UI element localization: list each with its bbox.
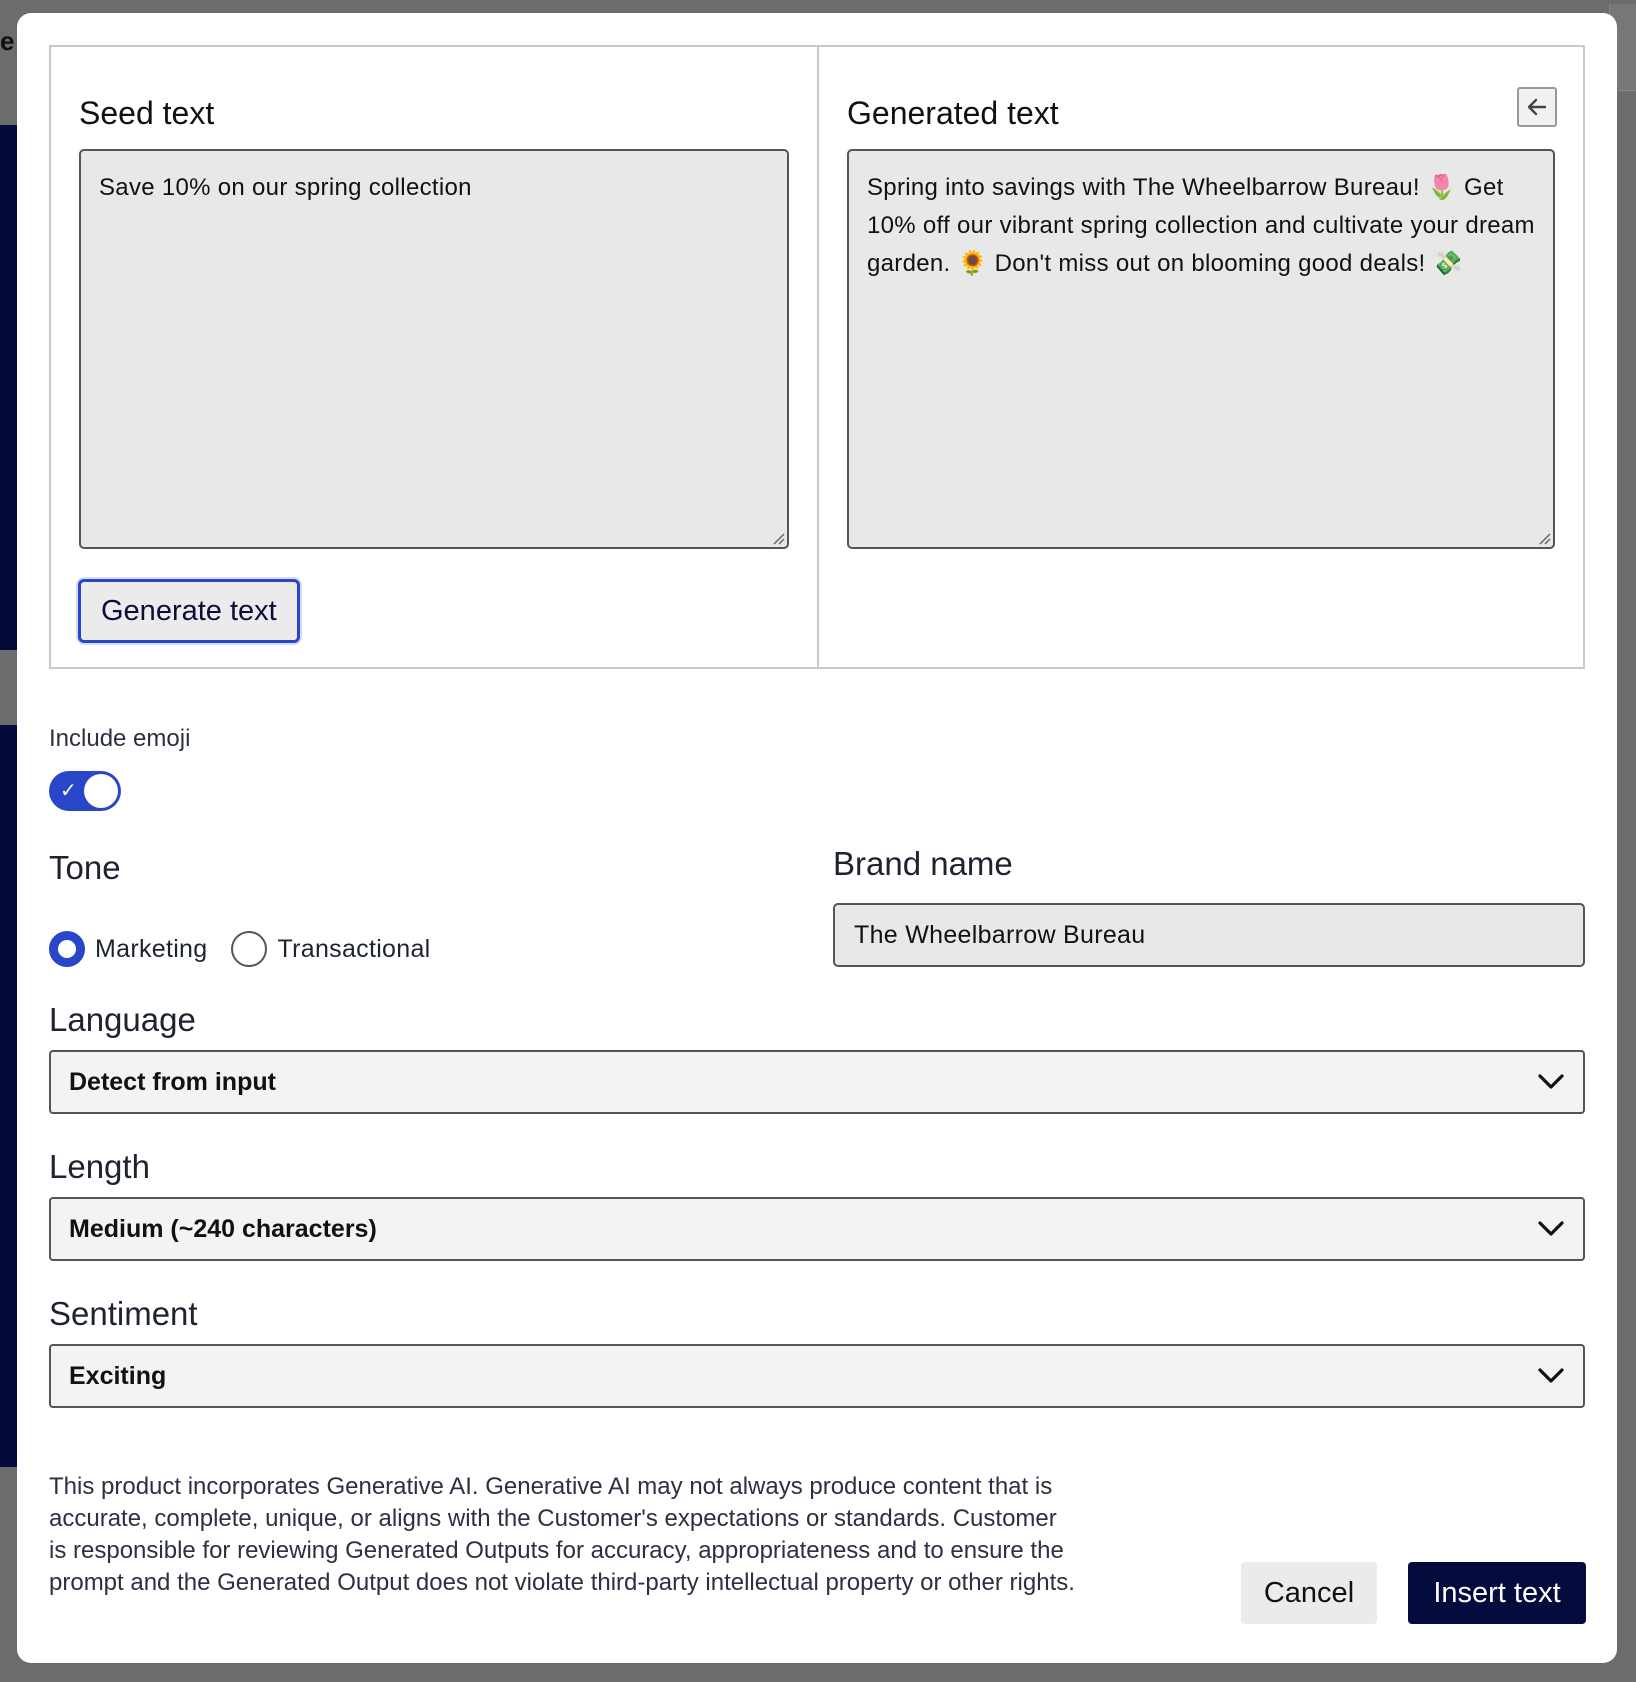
tone-option-transactional[interactable] — [231, 931, 430, 967]
background-text-fragment: e — [0, 26, 15, 56]
language-selected-value: Detect from input — [69, 1067, 276, 1096]
length-select[interactable] — [49, 1197, 1585, 1261]
generated-text-value: Spring into savings with The Wheelbarrow Bureau! 🌷 Get 10% off our vibrant spring collection and cultivate your dream garden. 🌻 Don't miss out on blooming good deals! 💸 — [867, 174, 1535, 277]
length-label: Length — [49, 1148, 150, 1185]
tone-option-marketing[interactable] — [49, 931, 207, 967]
insert-text-button[interactable]: Insert text — [1408, 1562, 1586, 1624]
seed-text-panel — [51, 47, 819, 667]
text-panels — [49, 45, 1585, 669]
brand-name-label: Brand name — [833, 845, 1013, 882]
generative-ai-disclaimer: This product incorporates Generative AI. Generative AI may not always produce content that is accurate, complete, unique, or aligns with the Customer's expectations or standards. Customer is responsible for reviewing Generated Outputs for accuracy, appropriateness and to ensure the prompt and the Generated Output does not violate third-party intellectual property or other rights. — [49, 1473, 1075, 1596]
seed-text-input[interactable] — [79, 149, 789, 549]
cancel-button[interactable]: Cancel — [1241, 1562, 1377, 1624]
include-emoji-label: Include emoji — [49, 725, 191, 752]
generate-text-button[interactable]: Generate text — [78, 579, 300, 643]
background-nav-panel — [0, 125, 17, 650]
arrow-left-icon — [1525, 95, 1549, 119]
radio-unchecked-icon[interactable] — [231, 931, 267, 967]
radio-checked-icon[interactable] — [49, 931, 85, 967]
include-emoji-toggle[interactable] — [49, 771, 121, 811]
generate-text-modal — [17, 13, 1617, 1663]
resize-grip-icon[interactable] — [1537, 531, 1551, 545]
generated-text-output[interactable] — [847, 149, 1555, 549]
sentiment-label: Sentiment — [49, 1295, 198, 1332]
chevron-down-icon — [1537, 1073, 1565, 1091]
toggle-knob — [84, 774, 118, 808]
brand-name-input[interactable] — [833, 903, 1585, 967]
tone-radio-group — [49, 931, 455, 967]
seed-text-title: Seed text — [79, 95, 215, 131]
generated-text-panel — [819, 47, 1583, 667]
background-nav-panel — [0, 725, 17, 1467]
tone-option-label: Transactional — [277, 934, 431, 963]
chevron-down-icon — [1537, 1367, 1565, 1385]
language-label: Language — [49, 1001, 196, 1038]
generated-text-title: Generated text — [847, 95, 1059, 131]
resize-grip-icon[interactable] — [771, 531, 785, 545]
sentiment-selected-value: Exciting — [69, 1361, 167, 1390]
check-icon: ✓ — [60, 780, 77, 802]
tone-label: Tone — [49, 849, 121, 886]
language-select[interactable] — [49, 1050, 1585, 1114]
back-arrow-button[interactable] — [1517, 87, 1557, 127]
tone-option-label: Marketing — [95, 934, 208, 963]
length-selected-value: Medium (~240 characters) — [69, 1214, 377, 1243]
chevron-down-icon — [1537, 1220, 1565, 1238]
seed-text-value: Save 10% on our spring collection — [99, 174, 472, 201]
sentiment-select[interactable] — [49, 1344, 1585, 1408]
